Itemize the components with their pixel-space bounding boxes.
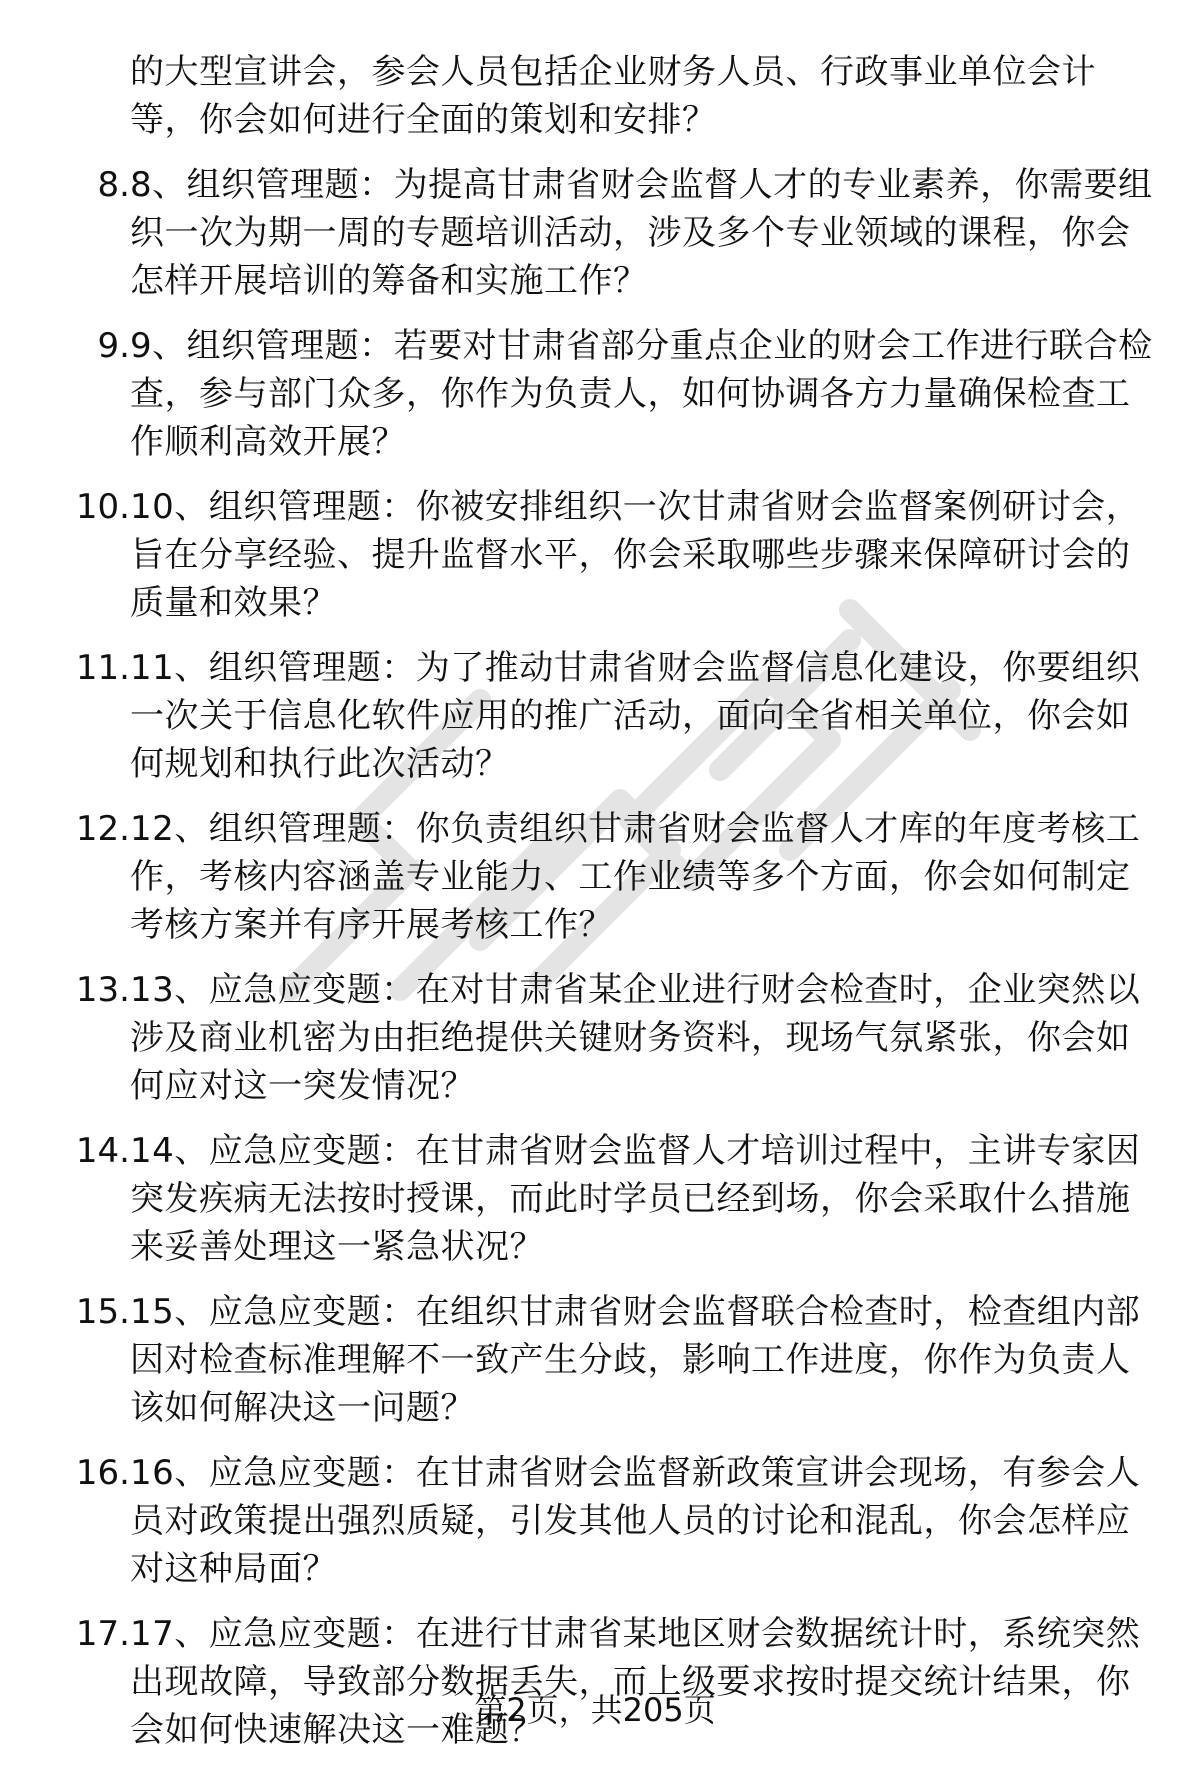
question-list — [0, 48, 1190, 1771]
list-item — [0, 161, 1190, 305]
continuation-text: 的大型宣讲会，参会人员包括企业财务人员、行政事业单位会计等，你会如何进行全面的策划和安排？ — [130, 52, 1096, 140]
item-number: 12. — [75, 809, 130, 849]
list-item-continuation — [0, 48, 1190, 144]
question-text: 10、组织管理题：你被安排组织一次甘肃省财会监督案例研讨会，旨在分享经验、提升监督水平，你会采取哪些步骤来保障研讨会的质量和效果？ — [130, 487, 1141, 623]
question-text: 14、应急应变题：在甘肃省财会监督人才培训过程中，主讲专家因突发疾病无法按时授课，而此时学员已经到场，你会采取什么措施来妥善处理这一紧急状况？ — [130, 1131, 1141, 1267]
item-number: 14. — [75, 1131, 130, 1171]
item-number: 11. — [75, 648, 130, 688]
list-item — [0, 1610, 1190, 1754]
item-number: 13. — [75, 970, 130, 1010]
list-item — [0, 1127, 1190, 1271]
question-text: 12、组织管理题：你负责组织甘肃省财会监督人才库的年度考核工作，考核内容涵盖专业能力、工作业绩等多个方面，你会如何制定考核方案并有序开展考核工作？ — [130, 809, 1141, 945]
item-number: 17. — [75, 1614, 130, 1654]
question-text: 11、组织管理题：为了推动甘肃省财会监督信息化建设，你要组织一次关于信息化软件应用的推广活动，面向全省相关单位，你会如何规划和执行此次活动？ — [130, 648, 1141, 784]
list-item — [0, 322, 1190, 466]
item-number: 8. — [97, 165, 130, 205]
list-item — [0, 966, 1190, 1110]
list-item — [0, 1449, 1190, 1593]
item-number: 16. — [75, 1453, 130, 1493]
page-number: 第2页，共205页 — [474, 1691, 716, 1729]
question-text: 17、应急应变题：在进行甘肃省某地区财会数据统计时，系统突然出现故障，导致部分数据丢失，而上级要求按时提交统计结果，你会如何快速解决这一难题？ — [130, 1614, 1141, 1750]
question-text: 9、组织管理题：若要对甘肃省部分重点企业的财会工作进行联合检查，参与部门众多，你作为负责人，如何协调各方力量确保检查工作顺利高效开展？ — [130, 326, 1153, 462]
list-item — [0, 644, 1190, 788]
list-item — [0, 483, 1190, 627]
question-text: 13、应急应变题：在对甘肃省某企业进行财会检查时，企业突然以涉及商业机密为由拒绝提供关键财务资料，现场气氛紧张，你会如何应对这一突发情况？ — [130, 970, 1141, 1106]
item-number: 9. — [97, 326, 130, 366]
question-text: 16、应急应变题：在甘肃省财会监督新政策宣讲会现场，有参会人员对政策提出强烈质疑，引发其他人员的讨论和混乱，你会怎样应对这种局面？ — [130, 1453, 1141, 1589]
list-item — [0, 805, 1190, 949]
item-number: 15. — [75, 1292, 130, 1332]
question-text: 15、应急应变题：在组织甘肃省财会监督联合检查时，检查组内部因对检查标准理解不一致产生分歧，影响工作进度，你作为负责人该如何解决这一问题？ — [130, 1292, 1141, 1428]
item-number: 10. — [75, 487, 130, 527]
question-text: 8、组织管理题：为提高甘肃省财会监督人才的专业素养，你需要组织一次为期一周的专题培训活动，涉及多个专业领域的课程，你会怎样开展培训的筹备和实施工作？ — [130, 165, 1153, 301]
list-item — [0, 1288, 1190, 1432]
